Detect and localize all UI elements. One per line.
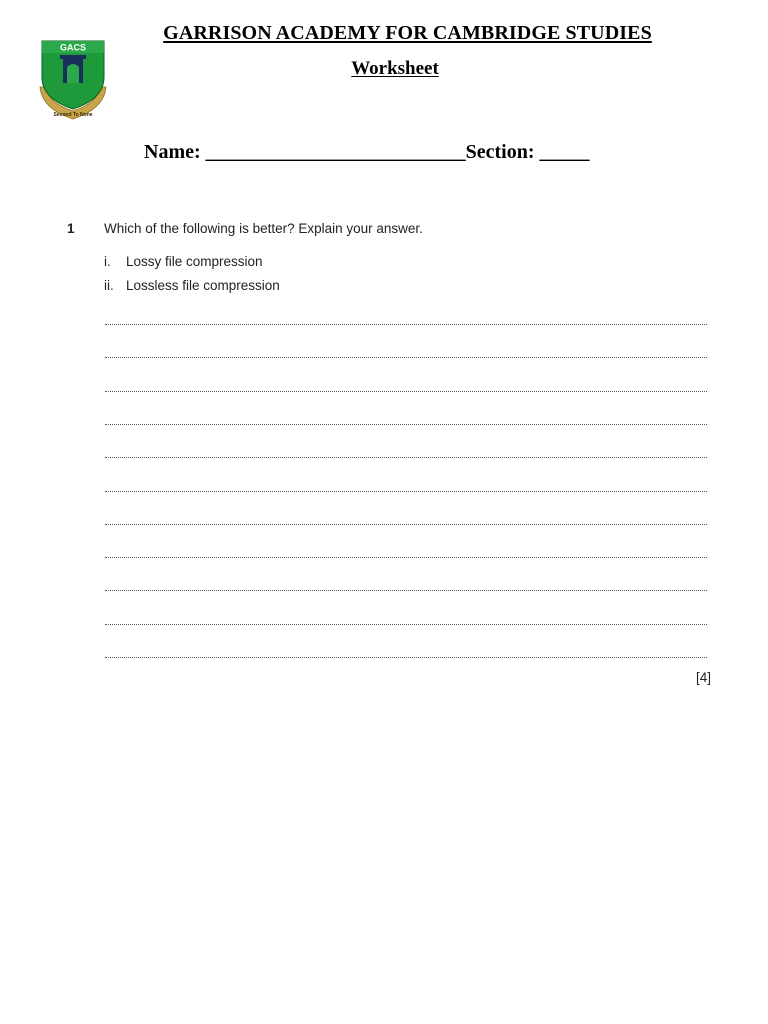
option-numeral: ii. (104, 278, 114, 293)
name-label: Name: (144, 141, 201, 163)
logo-motto: Second To None (53, 112, 93, 118)
marks-label: [4] (696, 670, 712, 685)
school-logo (36, 37, 110, 123)
question-text: Which of the following is better? Explain your answer. (104, 221, 423, 236)
option-item (104, 278, 280, 293)
option-numeral: i. (104, 254, 111, 269)
option-item (104, 254, 263, 269)
worksheet-title: Worksheet (351, 58, 439, 79)
name-field[interactable]: __________________________ (205, 141, 466, 163)
answer-line[interactable] (105, 424, 707, 425)
answer-line[interactable] (105, 491, 707, 492)
answer-line[interactable] (105, 624, 707, 625)
answer-line[interactable] (105, 524, 707, 525)
section-label: Section: (465, 141, 535, 163)
option-text: Lossy file compression (126, 254, 263, 269)
section-field[interactable]: _____ (539, 141, 590, 163)
answer-line[interactable] (105, 657, 707, 658)
school-name: GARRISON ACADEMY FOR CAMBRIDGE STUDIES (163, 22, 652, 44)
student-fields (144, 141, 590, 164)
logo-abbreviation: GACS (59, 42, 87, 53)
answer-line[interactable] (105, 357, 707, 358)
answer-line[interactable] (105, 391, 707, 392)
answer-line[interactable] (105, 324, 707, 325)
answer-line[interactable] (105, 557, 707, 558)
option-text: Lossless file compression (126, 278, 280, 293)
answer-line[interactable] (105, 457, 707, 458)
answer-line[interactable] (105, 590, 707, 591)
question-number: 1 (67, 221, 75, 236)
